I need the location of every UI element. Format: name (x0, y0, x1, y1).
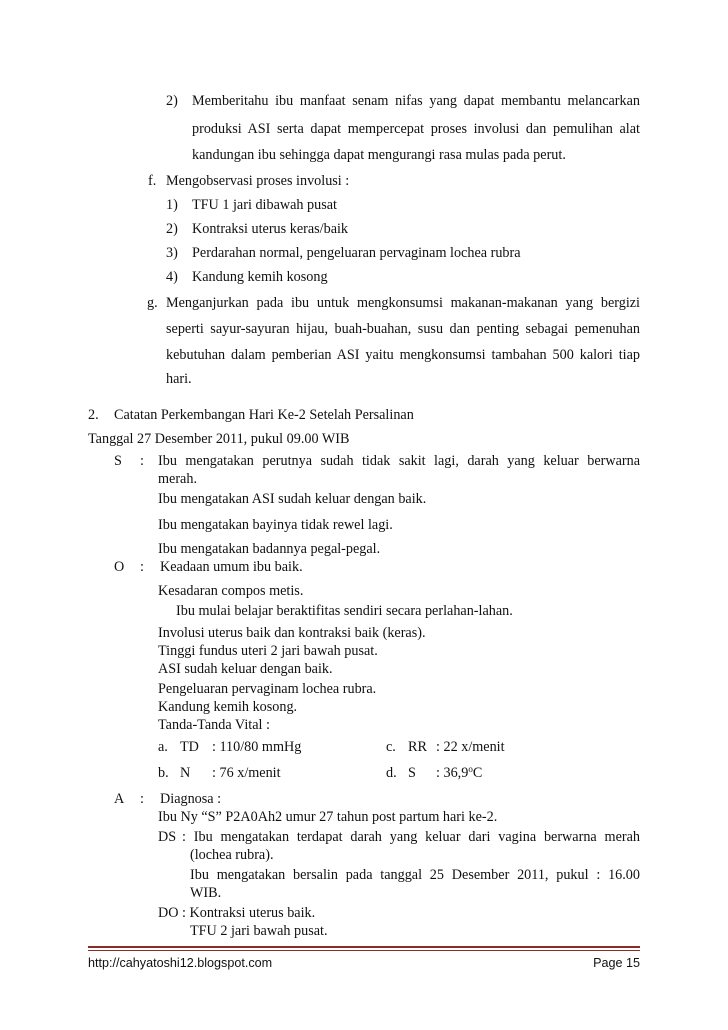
do-label: DO (158, 905, 179, 921)
vital-value: : 22 x/menit (436, 739, 505, 755)
ds-line: WIB. (190, 885, 222, 901)
item-number: 3) (166, 245, 178, 261)
subjective-line: Ibu mengatakan badannya pegal-pegal. (158, 541, 381, 557)
section-number: 2. (88, 407, 99, 423)
item-text: Kandung kemih kosong (192, 269, 328, 285)
vital-letter: b. (158, 765, 169, 781)
objective-line: Kesadaran compos metis. (158, 583, 304, 599)
subjective-line: Ibu mengatakan perutnya sudah tidak sakit lagi, darah yang keluar berwarna (158, 453, 640, 469)
objective-line: Ibu mulai belajar beraktifitas sendiri secara perlahan-lahan. (176, 603, 513, 619)
objective-line: Tanda-Tanda Vital : (158, 717, 270, 733)
ds-line: (lochea rubra). (190, 847, 274, 863)
item-number: 1) (166, 197, 178, 213)
vital-value: : 76 x/menit (212, 765, 281, 781)
section-title: Catatan Perkembangan Hari Ke-2 Setelah Persalinan (114, 407, 414, 423)
vital-unit: C (472, 765, 483, 781)
objective-line: Tinggi fundus uteri 2 jari bawah pusat. (158, 643, 378, 659)
subjective-line: merah. (158, 471, 197, 487)
degree-sup: o (468, 764, 473, 774)
vital-letter: a. (158, 739, 168, 755)
footer-url[interactable]: http://cahyatoshi12.blogspot.com (88, 956, 273, 970)
item-text: Perdarahan normal, pengeluaran pervaginam lochea rubra (192, 245, 521, 261)
ds-label: DS (158, 829, 177, 845)
vital-label: RR (408, 739, 427, 755)
item-text-line: Memberitahu ibu manfaat senam nifas yang dapat membantu melancarkan (192, 93, 640, 109)
item-text: TFU 1 jari dibawah pusat (192, 197, 337, 213)
list-text: Mengobservasi proses involusi : (166, 173, 350, 189)
subjective-line: Ibu mengatakan ASI sudah keluar dengan baik. (158, 491, 427, 507)
vital-letter: c. (386, 739, 396, 755)
do-line: : Kontraksi uterus baik. (182, 905, 316, 921)
objective-line: Involusi uterus baik dan kontraksi baik (keras). (158, 625, 426, 641)
do-line: TFU 2 jari bawah pusat. (190, 923, 328, 939)
vital-sign-td (158, 738, 301, 756)
diagnosis-patient: Ibu Ny “S” P2A0Ah2 umur 27 tahun post partum hari ke-2. (158, 809, 498, 825)
soap-colon: : (140, 559, 144, 575)
footer-divider (88, 946, 640, 948)
list-letter: g. (147, 295, 158, 311)
soap-colon: : (140, 453, 144, 469)
page-number: Page 15 (593, 956, 640, 970)
list-text-line: kebutuhan dalam pemberian ASI yaitu mengkonsumsi tambahan 500 kalori tiap (166, 347, 640, 363)
vital-letter: d. (386, 765, 397, 781)
list-text-line: hari. (166, 371, 192, 387)
vital-label: N (180, 765, 191, 781)
list-text-line: seperti sayur-sayuran hijau, buah-buahan, susu dan penting sebagai pemenuhan (166, 321, 640, 337)
vital-label: S (408, 765, 416, 781)
item-number: 2) (166, 93, 178, 109)
objective-line: Pengeluaran pervaginam lochea rubra. (158, 681, 377, 697)
ds-line: : Ibu mengatakan terdapat darah yang keluar dari vagina berwarna merah (182, 829, 640, 845)
vital-sign-rr (386, 738, 505, 756)
objective-line: Keadaan umum ibu baik. (160, 559, 303, 575)
vital-label: TD (180, 739, 199, 755)
item-text-line: produksi ASI serta dapat mempercepat proses involusi dan pemulihan alat (192, 121, 640, 137)
objective-line: ASI sudah keluar dengan baik. (158, 661, 333, 677)
vital-value: : 110/80 mmHg (212, 739, 302, 755)
date-line: Tanggal 27 Desember 2011, pukul 09.00 WIB (88, 431, 350, 447)
soap-label-o: O (114, 559, 125, 575)
soap-label-a: A (114, 791, 125, 807)
soap-label-s: S (114, 453, 122, 469)
subjective-line: Ibu mengatakan bayinya tidak rewel lagi. (158, 517, 393, 533)
vital-sign-s (386, 764, 482, 782)
item-number: 4) (166, 269, 178, 285)
vital-sign-n (158, 764, 281, 782)
list-letter: f. (148, 173, 157, 189)
footer-divider (88, 950, 640, 951)
soap-colon: : (140, 791, 144, 807)
vital-value: : 36,9 (436, 765, 469, 781)
objective-line: Kandung kemih kosong. (158, 699, 298, 715)
list-text-line: Menganjurkan pada ibu untuk mengkonsumsi makanan-makanan yang bergizi (166, 295, 640, 311)
item-text-line: kandungan ibu sehingga dapat mengurangi rasa mulas pada perut. (192, 147, 566, 163)
diagnosis-title: Diagnosa : (160, 791, 222, 807)
item-text: Kontraksi uterus keras/baik (192, 221, 349, 237)
item-number: 2) (166, 221, 178, 237)
ds-line: Ibu mengatakan bersalin pada tanggal 25 Desember 2011, pukul : 16.00 (190, 867, 640, 883)
